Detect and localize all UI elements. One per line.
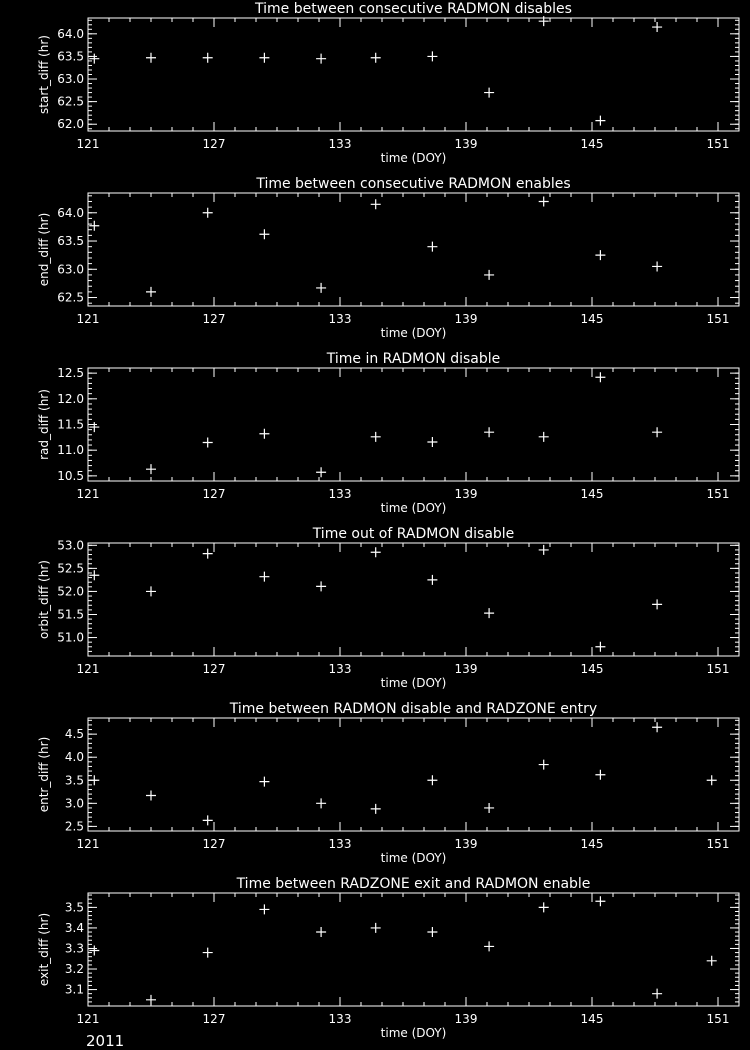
data-point bbox=[259, 572, 269, 582]
x-tick-label: 151 bbox=[706, 837, 730, 851]
data-point bbox=[539, 196, 549, 206]
data-point bbox=[203, 53, 213, 63]
data-point bbox=[595, 770, 605, 780]
data-point bbox=[259, 777, 269, 787]
y-tick-label: 63.5 bbox=[57, 49, 84, 64]
y-tick-label: 4.0 bbox=[64, 750, 84, 765]
data-point bbox=[146, 790, 156, 800]
chart-panel-4 bbox=[37, 526, 739, 690]
x-tick-label: 127 bbox=[202, 137, 226, 151]
x-tick-label: 127 bbox=[202, 1012, 226, 1026]
y-tick-label: 62.0 bbox=[57, 117, 84, 132]
x-axis-label: time (DOY) bbox=[380, 326, 447, 340]
y-tick-label: 11.5 bbox=[57, 417, 84, 432]
y-tick-label: 63.0 bbox=[57, 72, 84, 87]
x-axis-label: time (DOY) bbox=[380, 1026, 447, 1040]
y-tick-label: 63.5 bbox=[57, 234, 84, 249]
x-tick-label: 139 bbox=[454, 1012, 478, 1026]
chart-panel-6 bbox=[37, 876, 739, 1040]
y-tick-label: 62.5 bbox=[57, 94, 84, 109]
data-point bbox=[259, 429, 269, 439]
data-point bbox=[595, 896, 605, 906]
data-point bbox=[707, 956, 717, 966]
data-point bbox=[427, 242, 437, 252]
data-point bbox=[259, 53, 269, 63]
y-axis-label: start_diff (hr) bbox=[37, 35, 51, 114]
data-point bbox=[203, 948, 213, 958]
data-point bbox=[595, 372, 605, 382]
data-point bbox=[539, 432, 549, 442]
x-tick-label: 121 bbox=[76, 662, 100, 676]
y-axis-label: entr_diff (hr) bbox=[37, 736, 51, 813]
data-point bbox=[371, 199, 381, 209]
data-point bbox=[203, 208, 213, 218]
x-tick-label: 133 bbox=[328, 1012, 352, 1026]
x-tick-label: 151 bbox=[706, 312, 730, 326]
plot-frame bbox=[88, 368, 739, 481]
x-tick-label: 145 bbox=[580, 837, 604, 851]
data-point bbox=[427, 51, 437, 61]
data-point bbox=[371, 432, 381, 442]
data-point bbox=[652, 989, 662, 999]
y-tick-label: 53.0 bbox=[57, 538, 84, 553]
data-point bbox=[539, 760, 549, 770]
x-tick-label: 151 bbox=[706, 487, 730, 501]
x-tick-label: 151 bbox=[706, 1012, 730, 1026]
chart-panel-5 bbox=[37, 701, 739, 865]
y-tick-label: 3.5 bbox=[64, 900, 84, 915]
data-point bbox=[484, 427, 494, 437]
data-point bbox=[484, 941, 494, 951]
y-tick-label: 2.5 bbox=[64, 819, 84, 834]
data-point bbox=[371, 804, 381, 814]
y-tick-label: 62.5 bbox=[57, 290, 84, 305]
y-tick-label: 12.0 bbox=[57, 391, 84, 406]
y-tick-label: 10.5 bbox=[57, 468, 84, 483]
data-point bbox=[203, 815, 213, 825]
x-tick-label: 121 bbox=[76, 487, 100, 501]
y-tick-label: 11.0 bbox=[57, 443, 84, 458]
data-point bbox=[539, 545, 549, 555]
data-point bbox=[427, 927, 437, 937]
data-point bbox=[707, 775, 717, 785]
data-point bbox=[316, 927, 326, 937]
y-axis-label: exit_diff (hr) bbox=[37, 912, 51, 987]
x-tick-label: 145 bbox=[580, 1012, 604, 1026]
data-point bbox=[539, 902, 549, 912]
y-tick-label: 64.0 bbox=[57, 205, 84, 220]
data-point bbox=[652, 261, 662, 271]
x-tick-label: 145 bbox=[580, 662, 604, 676]
data-point bbox=[652, 722, 662, 732]
data-point bbox=[146, 995, 156, 1005]
y-tick-label: 4.5 bbox=[64, 727, 84, 742]
data-point bbox=[652, 427, 662, 437]
x-tick-label: 133 bbox=[328, 837, 352, 851]
x-axis-label: time (DOY) bbox=[380, 151, 447, 165]
y-tick-label: 3.5 bbox=[64, 773, 84, 788]
x-tick-label: 133 bbox=[328, 137, 352, 151]
data-point bbox=[259, 904, 269, 914]
data-point bbox=[484, 88, 494, 98]
data-point bbox=[371, 53, 381, 63]
y-tick-label: 51.5 bbox=[57, 607, 84, 622]
data-point bbox=[146, 287, 156, 297]
y-tick-label: 52.5 bbox=[57, 561, 84, 576]
data-point bbox=[203, 437, 213, 447]
data-point bbox=[316, 581, 326, 591]
y-tick-label: 3.0 bbox=[64, 796, 84, 811]
data-point bbox=[427, 575, 437, 585]
y-tick-label: 51.0 bbox=[57, 630, 84, 645]
y-axis-label: rad_diff (hr) bbox=[37, 389, 51, 460]
x-tick-label: 139 bbox=[454, 837, 478, 851]
data-point bbox=[146, 53, 156, 63]
data-point bbox=[316, 54, 326, 64]
x-tick-label: 121 bbox=[76, 837, 100, 851]
data-point bbox=[316, 283, 326, 293]
x-tick-label: 127 bbox=[202, 837, 226, 851]
x-tick-label: 133 bbox=[328, 312, 352, 326]
data-point bbox=[316, 798, 326, 808]
x-tick-label: 139 bbox=[454, 137, 478, 151]
data-point bbox=[259, 229, 269, 239]
data-point bbox=[316, 467, 326, 477]
data-point bbox=[652, 599, 662, 609]
year-label: 2011 bbox=[86, 1032, 125, 1050]
data-point bbox=[484, 270, 494, 280]
data-point bbox=[89, 54, 99, 64]
y-tick-label: 3.2 bbox=[64, 962, 84, 977]
x-axis-label: time (DOY) bbox=[380, 676, 447, 690]
x-tick-label: 133 bbox=[328, 662, 352, 676]
x-tick-label: 139 bbox=[454, 487, 478, 501]
data-point bbox=[89, 570, 99, 580]
x-tick-label: 133 bbox=[328, 487, 352, 501]
plot-frame bbox=[88, 718, 739, 831]
data-point bbox=[203, 549, 213, 559]
data-point bbox=[146, 586, 156, 596]
x-tick-label: 139 bbox=[454, 312, 478, 326]
chart-panel-1 bbox=[37, 1, 739, 165]
x-axis-label: time (DOY) bbox=[380, 851, 447, 865]
y-tick-label: 3.3 bbox=[64, 941, 84, 956]
x-tick-label: 145 bbox=[580, 487, 604, 501]
x-tick-label: 121 bbox=[76, 312, 100, 326]
data-point bbox=[484, 803, 494, 813]
plot-frame bbox=[88, 18, 739, 131]
x-axis-label: time (DOY) bbox=[380, 501, 447, 515]
x-tick-label: 127 bbox=[202, 487, 226, 501]
x-tick-label: 121 bbox=[76, 137, 100, 151]
x-tick-label: 121 bbox=[76, 1012, 100, 1026]
plot-frame bbox=[88, 193, 739, 306]
y-tick-label: 3.4 bbox=[64, 920, 84, 935]
x-tick-label: 127 bbox=[202, 662, 226, 676]
plot-frame bbox=[88, 893, 739, 1006]
x-tick-label: 145 bbox=[580, 312, 604, 326]
data-point bbox=[89, 422, 99, 432]
data-point bbox=[595, 250, 605, 260]
y-axis-label: end_diff (hr) bbox=[37, 212, 51, 287]
data-point bbox=[371, 547, 381, 557]
x-tick-label: 151 bbox=[706, 662, 730, 676]
x-tick-label: 139 bbox=[454, 662, 478, 676]
data-point bbox=[652, 22, 662, 32]
chart-title: Time out of RADMON disable bbox=[312, 526, 515, 542]
chart-panel-2 bbox=[37, 176, 739, 340]
chart-title: Time between RADMON disable and RADZONE entry bbox=[229, 701, 598, 717]
data-point bbox=[146, 464, 156, 474]
y-tick-label: 3.1 bbox=[64, 982, 84, 997]
plot-frame bbox=[88, 543, 739, 656]
data-point bbox=[89, 775, 99, 785]
y-tick-label: 12.5 bbox=[57, 366, 84, 381]
data-point bbox=[595, 642, 605, 652]
chart-title: Time in RADMON disable bbox=[326, 351, 501, 367]
data-point bbox=[371, 923, 381, 933]
y-axis-label: orbit_diff (hr) bbox=[37, 560, 51, 639]
data-point bbox=[595, 116, 605, 126]
chart-title: Time between consecutive RADMON enables bbox=[256, 176, 571, 192]
data-point bbox=[484, 608, 494, 618]
x-tick-label: 151 bbox=[706, 137, 730, 151]
data-point bbox=[427, 775, 437, 785]
x-tick-label: 145 bbox=[580, 137, 604, 151]
y-tick-label: 64.0 bbox=[57, 26, 84, 41]
chart-title: Time between consecutive RADMON disables bbox=[255, 1, 572, 17]
chart-panel-3 bbox=[37, 351, 739, 515]
y-tick-label: 63.0 bbox=[57, 262, 84, 277]
x-tick-label: 127 bbox=[202, 312, 226, 326]
y-tick-label: 52.0 bbox=[57, 584, 84, 599]
chart-title: Time between RADZONE exit and RADMON enable bbox=[236, 876, 591, 892]
data-point bbox=[89, 946, 99, 956]
data-point bbox=[427, 437, 437, 447]
